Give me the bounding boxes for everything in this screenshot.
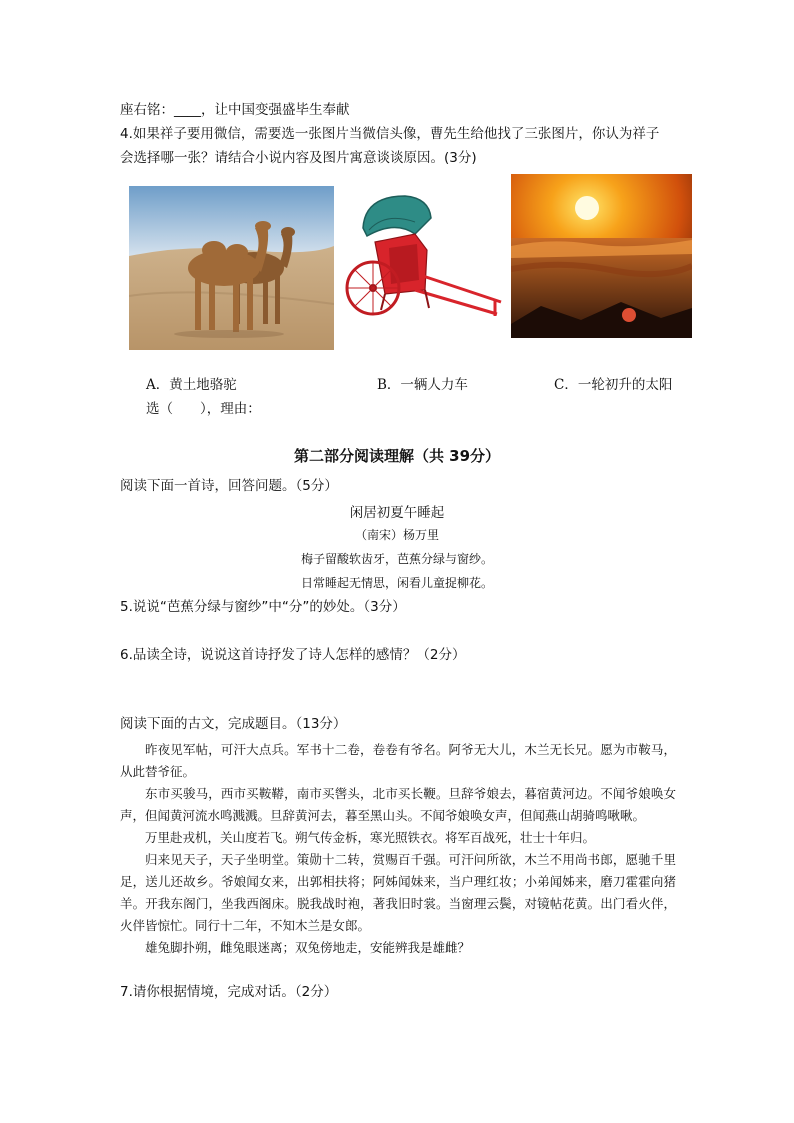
option-b-label: B．一辆人力车 [377,377,468,393]
classical-paragraph: 昨夜见军帖，可汗大点兵。军书十二卷，卷卷有爷名。阿爷无大儿，木兰无长兄。愿为市鞍马，从此替爷征。 [120,742,676,779]
option-c-label: C．一轮初升的太阳 [554,377,673,393]
poem-line-2: 日常睡起无情思，闲看儿童捉柳花。 [300,576,493,590]
poem-author: （南宋）杨万里 [354,528,439,542]
poem-intro: 阅读下面一首诗，回答问题。（5分） [120,478,338,494]
question-7: 7.请你根据情境，完成对话。（2分） [120,984,338,1000]
classical-paragraph: 归来见天子，天子坐明堂。策勋十二转，赏赐百千强。可汗问所欲，木兰不用尚书郎，愿驰千里足，送儿还故乡。爷娘闻女来，出郭相扶将；阿姊闻妹来，当户理红妆；小弟闻姊来，磨刀霍霍向猪羊。开我东阁门，坐我西阁床。脱我战时袍，著我旧时裳。当窗理云鬓，对镜帖花黄。出门看火伴，火伴皆惊忙。同行十二年，不知木兰是女郎。 [120,852,676,933]
classical-intro: 阅读下面的古文，完成题目。（13分） [120,716,347,732]
q4-line2: 会选择哪一张？请结合小说内容及图片寓意谈谈原因。(3分) [120,150,477,166]
poem-line-1: 梅子留酸软齿牙，芭蕉分绿与窗纱。 [300,552,493,566]
classical-paragraph: 东市买骏马，西市买鞍鞯，南市买辔头，北市买长鞭。旦辞爷娘去，暮宿黄河边。不闻爷娘唤女声，但闻黄河流水鸣溅溅。旦辞黄河去，暮至黑山头。不闻爷娘唤女声，但闻燕山胡骑鸣啾啾。 [120,786,676,823]
section-title: 第二部分阅读理解（共 39分） [293,447,501,465]
question-5: 5.说说“芭蕉分绿与窗纱”中“分”的妙处。（3分） [120,599,406,615]
answer-line: 选（ ），理由： [146,401,261,417]
classical-paragraph: 万里赴戎机，关山度若飞。朔气传金柝，寒光照铁衣。将军百战死，壮士十年归。 [145,830,596,845]
motto-line: 座右铭：____，让中国变强盛毕生奉献 [120,102,350,118]
classical-text [120,739,676,959]
question-6: 6.品读全诗，说说这首诗抒发了诗人怎样的感情？（2分） [120,647,466,663]
poem-title: 闲居初夏午睡起 [349,505,445,521]
camel-image [129,186,334,350]
classical-paragraph: 雄兔脚扑朔，雌兔眼迷离；双兔傍地走，安能辨我是雄雌？ [145,940,471,955]
option-a-label: A．黄土地骆驼 [146,377,237,393]
rickshaw-image [345,190,505,330]
sunrise-image [511,174,692,338]
q4-line1: 4.如果祥子要用微信，需要选一张图片当微信头像，曹先生给他找了三张图片，你认为祥子 [120,126,660,142]
